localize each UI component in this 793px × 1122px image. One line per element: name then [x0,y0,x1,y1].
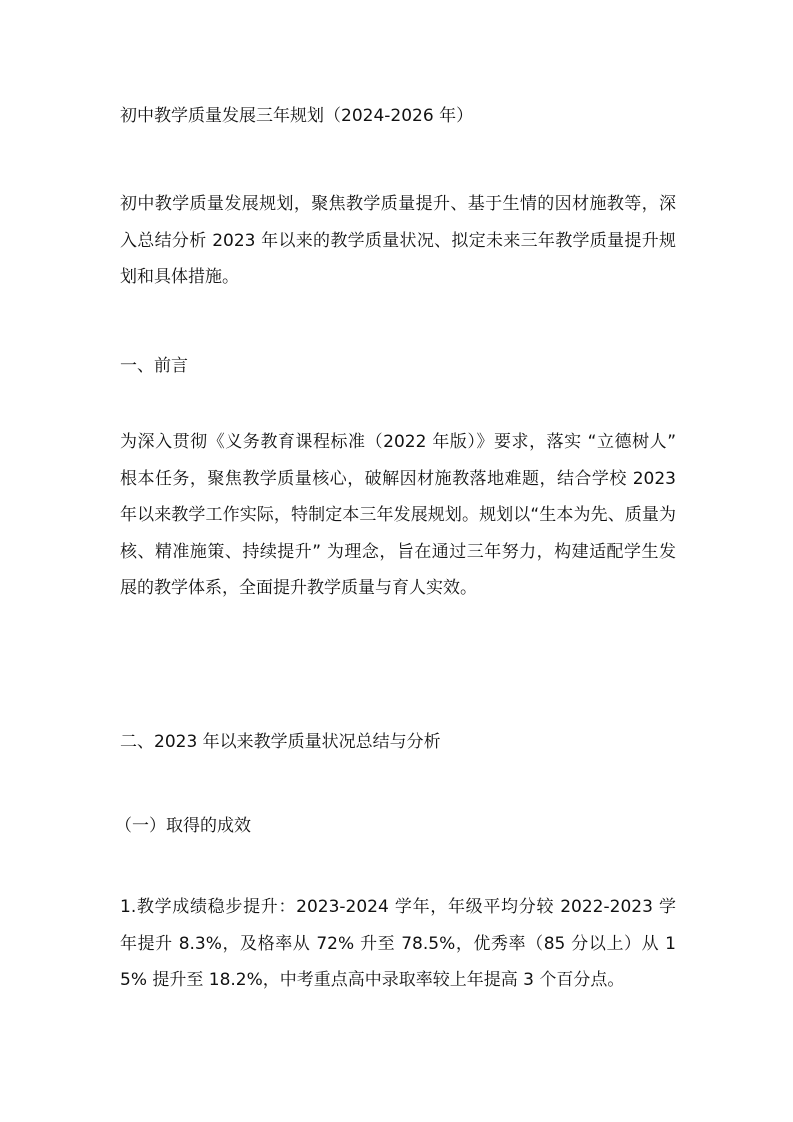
subsection-heading-achievements: （一）取得的成效 [115,816,251,836]
achievement-item-1: 1.教学成绩稳步提升：2023-2024 学年，年级平均分较 2022-2023 学年提升 8.3%，及格率从 72% 升至 78.5%，优秀率（85 分以上）从 15% 提升至 18.2%，中考重点高中录取率较上年提高 3 个百分点。 [120,897,676,990]
section-heading-preface: 一、前言 [120,356,188,376]
document-title: 初中教学质量发展三年规划（2024-2026 年） [120,106,474,126]
preface-paragraph: 为深入贯彻《义务教育课程标准（2022 年版）》要求，落实 “立德树人” 根本任务，聚焦教学质量核心，破解因材施教落地难题，结合学校 2023 年以来教学工作实际，特制定本三年发展规划。规划以“生本为先、质量为核、精准施策、持续提升” 为理念，旨在通过三年努力，构建适配学生发展的教学体系，全面提升教学质量与育人实效。 [120,432,676,598]
section-heading-analysis: 二、2023 年以来教学质量状况总结与分析 [120,732,441,752]
intro-paragraph: 初中教学质量发展规划，聚焦教学质量提升、基于生情的因材施教等，深入总结分析 2023 年以来的教学质量状况、拟定未来三年教学质量提升规划和具体措施。 [120,194,676,287]
